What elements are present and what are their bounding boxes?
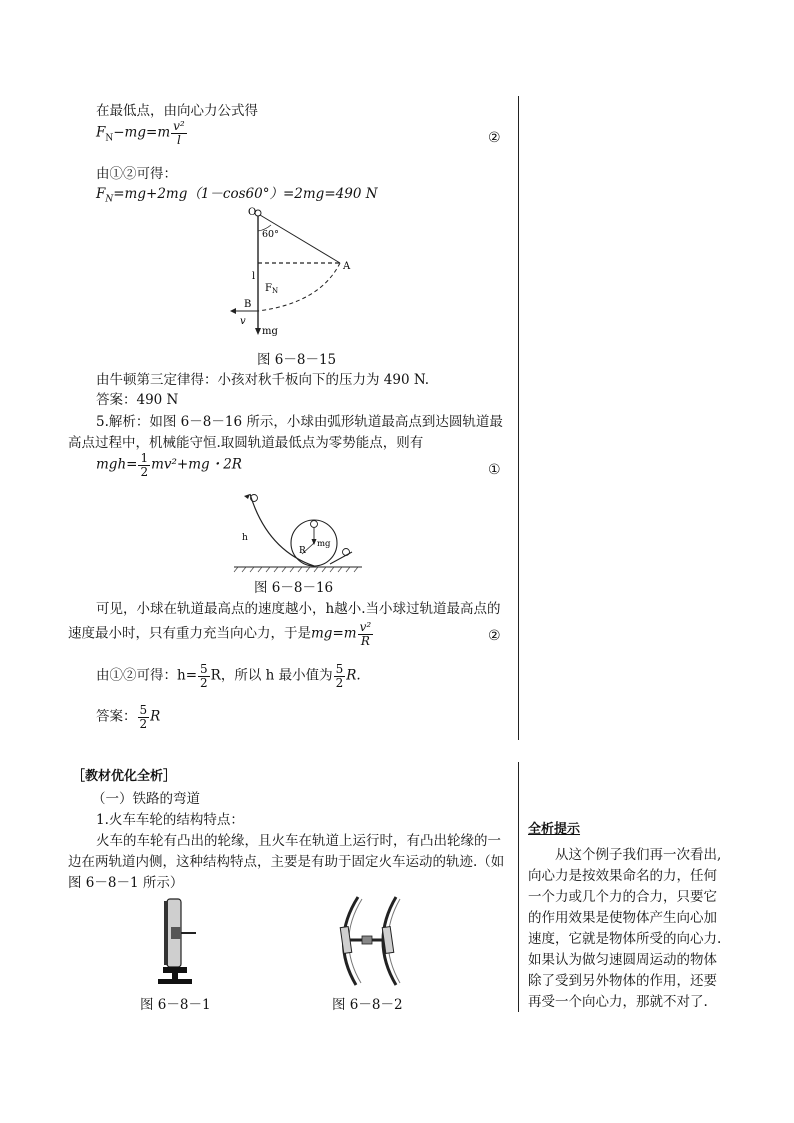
figure-6-8-16 (232, 490, 370, 574)
ground-hatch (234, 567, 358, 572)
fraction-five-halves-2: $\frac{5}{2}$ (335, 662, 344, 690)
text-analysis-5-line2: 高点过程中，机械能守恒.取圆轨道最低点为零势能点，则有 (68, 435, 424, 451)
text-newton-third: 由牛顿第三定律得：小孩对秋千板向下的压力为 490 N. (96, 372, 430, 388)
side-line: 向心力是按效果命名的力，任何 (528, 868, 717, 884)
text-conclusion-line1: 可见，小球在轨道最高点的速度越小，h越小.当小球过轨道最高点的 (96, 601, 501, 617)
side-line: 除了受到另外物体的作用，还要 (528, 973, 717, 989)
answer-5-halves-R: 答案： $\frac{5}{2}$ R (96, 703, 161, 731)
label-O: O (248, 207, 257, 218)
axle-hub (362, 936, 372, 944)
equation-2-mark: ② (488, 130, 501, 146)
caption-6-8-16: 图 6－8－16 (254, 580, 334, 596)
column-divider-lower (518, 762, 519, 1012)
subheading-railway: （一）铁路的弯道 (92, 791, 200, 807)
wheel-rim (164, 901, 168, 965)
equation-1: mgh= $\frac{1}{2}$ mv²+mg・2R (96, 451, 242, 479)
side-line: 速度，它就是物体所受的向心力. (528, 931, 722, 947)
body-line1: 火车的车轮有凸出的轮缘，且火车在轨道上运行时，有凸出轮缘的一 (96, 833, 501, 849)
velocity-arrowhead (230, 308, 236, 314)
label-mg: mg (262, 326, 278, 337)
text-result-h: 由①②可得：h= $\frac{5}{2}$ R，所以 h 最小值为 $\frac{5}{2}$ R. (96, 662, 361, 690)
fraction-five-halves: $\frac{5}{2}$ (200, 662, 208, 690)
caption-6-8-1: 图 6－8－1 (140, 997, 211, 1013)
label-mg-16: mg (317, 539, 331, 549)
result-FN: $F_N=mg+2mg(1-\cos 60^\circ)=2mg=490$ N (96, 186, 378, 205)
subheading-wheel: 1.火车车轮的结构特点： (96, 812, 244, 828)
figure-6-8-2 (326, 893, 416, 989)
equation-2: $F_N-mg=m$ $\frac{\text{v²}}{l}$ (96, 119, 185, 147)
side-line: 的作用效果是使物体产生向心加 (528, 910, 717, 926)
caption-6-8-2: 图 6－8－2 (332, 997, 403, 1013)
body-line3: 图 6－8－1 所示） (68, 875, 184, 891)
rail-head (163, 967, 187, 973)
fraction-one-half: $\frac{1}{2}$ (140, 451, 149, 479)
wheel-hub (171, 927, 181, 939)
figure-6-8-15 (220, 203, 370, 345)
side-line: 一个力或几个力的合力，只要它 (528, 889, 717, 905)
equation-1-mark: ① (488, 462, 501, 478)
body-line2: 边在两轨道内侧，这种结构特点，主要是有助于固定火车运动的轨迹.（如 (68, 854, 505, 870)
side-line: 再受一个向心力，那就不对了. (528, 994, 708, 1010)
answer-490: 答案：490 N (96, 392, 179, 408)
label-l: l (252, 271, 256, 282)
side-line: 从这个例子我们再一次看出, (528, 847, 722, 863)
label-F: $F_N$ (265, 283, 279, 295)
rail-base (158, 979, 192, 984)
label-A: A (343, 261, 351, 272)
ball-top (311, 521, 318, 528)
figure-6-8-1 (150, 897, 200, 985)
section-heading: ［教材优化全析］ (72, 769, 177, 784)
column-divider-upper (518, 96, 519, 740)
fraction-v2-over-R: $\frac{\text{v²}}{R}$ (359, 620, 372, 648)
mg-arrowhead (255, 328, 261, 335)
text-lowest-point: 在最低点，由向心力公式得 (96, 103, 258, 119)
side-tip-text (528, 845, 743, 1013)
caption-6-8-15: 图 6－8－15 (257, 352, 337, 368)
equation-2b-mark: ② (488, 628, 501, 644)
label-h: h (242, 533, 248, 543)
ball-end (343, 549, 350, 556)
label-v: v (240, 316, 246, 327)
label-R: R (299, 546, 306, 556)
label-angle: 60° (262, 229, 279, 240)
text-analysis-5-line1: 5.解析：如图 6－8－16 所示，小球由弧形轨道最高点到达圆轨道最 (96, 414, 503, 430)
rail-web (172, 973, 178, 979)
motion-arrow (244, 494, 250, 499)
side-line: 如果认为做匀速圆周运动的物体 (528, 952, 717, 968)
text-conclusion-line2: 速度最小时，只有重力充当向心力，于是mg=m $\frac{\text{v²}}{R}$ (68, 620, 372, 648)
fraction-answer: $\frac{5}{2}$ (139, 703, 148, 731)
side-tip-title: 全析提示 (528, 822, 581, 837)
text-from-12: 由①②可得： (96, 166, 177, 182)
fraction-v2-over-l: $\frac{\text{v²}}{l}$ (173, 119, 185, 147)
label-B: B (244, 299, 252, 310)
